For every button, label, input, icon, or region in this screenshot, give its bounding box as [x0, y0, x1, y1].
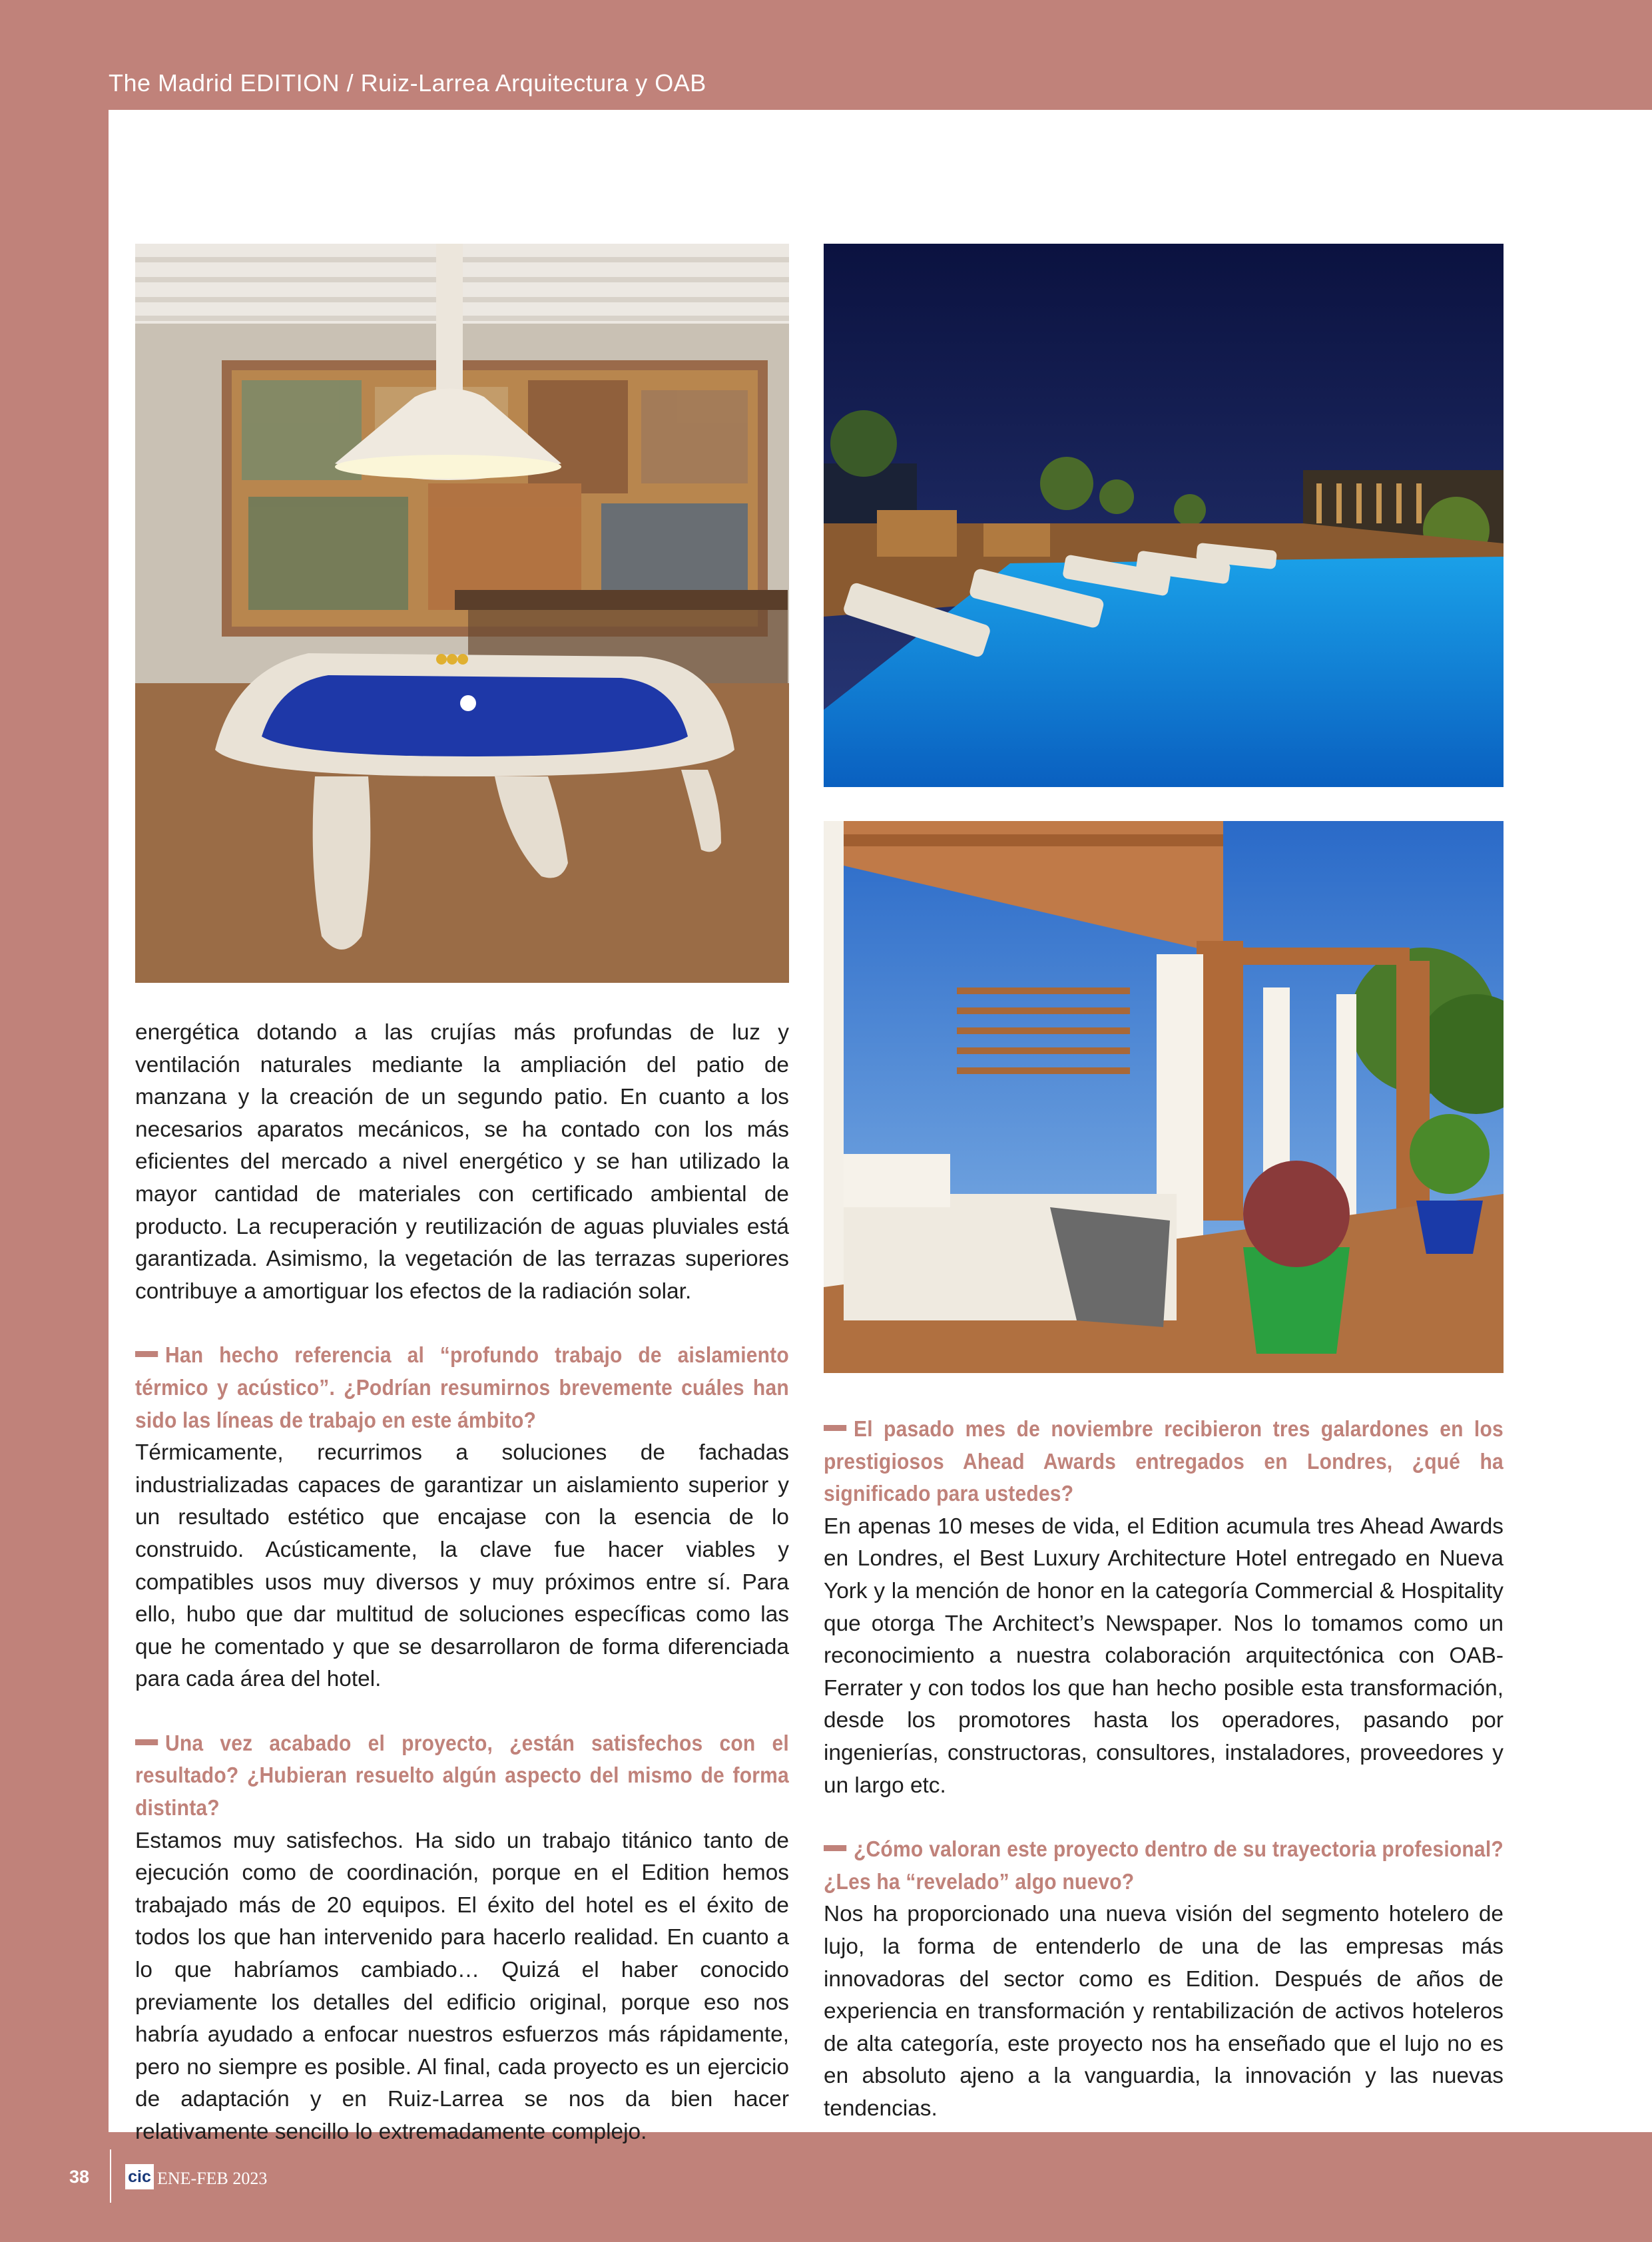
question-3: El pasado mes de noviembre recibieron tres galardones en los prestigiosos Ahead Awards entregados en Londres, ¿qué ha significado para ustedes?	[824, 1417, 1504, 1507]
page-content	[109, 110, 1652, 2144]
rooftop-pool-photo	[824, 244, 1504, 787]
running-header: The Madrid EDITION / Ruiz-Larrea Arquitectura y OAB	[109, 69, 706, 97]
answer-3: En apenas 10 meses de vida, el Edition acumula tres Ahead Awards en Londres, el Best Luxury Architecture Hotel entregado en Nueva York y la mención de honor en la categoría Commercial & Hospitality que otorga The Architect’s Newspaper. Nos lo tomamos como un reconocimiento a nuestra colaboración arquitectónica con OAB-Ferrater y con todos los que han hecho posible esta transformación, desde los promotores hasta los operadores, pasando por ingenierías, constructoras, consultores, instaladores, proveedores y un largo etc.	[824, 1514, 1504, 1798]
right-text-column	[824, 1414, 1504, 2125]
question-dash	[824, 1425, 846, 1431]
magazine-logo: cic	[125, 2164, 154, 2189]
left-text-column	[135, 1017, 789, 2149]
question-1: Han hecho referencia al “profundo trabajo de aislamiento térmico y acústico”. ¿Podrían resumirnos brevemente cuáles han sido las líneas de trabajo en este ámbito?	[135, 1343, 789, 1433]
billiard-room-photo	[135, 244, 789, 983]
answer-4: Nos ha proporcionado una nueva visión del segmento hotelero de lujo, la forma de entenderlo de una de las empresas más innovadoras del sector como es Edition. Después de años de experiencia en transformación y rentabilización de activos hoteleros de alta categoría, este proyecto nos ha enseñado que el lujo no es en absoluto ajeno a la vanguardia, la innovación y las nuevas tendencias.	[824, 1902, 1504, 2121]
question-dash	[135, 1351, 158, 1357]
question-2: Una vez acabado el proyecto, ¿están satisfechos con el resultado? ¿Hubieran resuelto algún aspecto del mismo de forma distinta?	[135, 1731, 789, 1821]
question-dash	[135, 1739, 158, 1745]
footer-divider	[110, 2149, 111, 2203]
page-number: 38	[69, 2167, 90, 2187]
question-dash	[824, 1845, 846, 1851]
answer-1: Térmicamente, recurrimos a soluciones de fachadas industrializadas capaces de garantizar un aislamiento superior y un resultado estético que encajase con la esencia de lo construido. Acústicamente, la clave fue hacer viables y compatibles usos muy diversos y muy próximos entre sí. Para ello, hubo que dar multitud de soluciones específicas como las que he comentado y que se desarrollaron de forma diferenciada para cada área del hotel.	[135, 1440, 789, 1692]
question-4: ¿Cómo valoran este proyecto dentro de su trayectoria profesional? ¿Les ha “revelado” algo nuevo?	[824, 1837, 1504, 1894]
issue-date: ENE-FEB 2023	[157, 2169, 268, 2188]
intro-paragraph: energética dotando a las crujías más profundas de luz y ventilación naturales mediante la ampliación del patio de manzana y la creación de un segundo patio. En cuanto a los necesarios aparatos mecánicos, se ha contado con los más eficientes del mercado a nivel energético y se han utilizado la mayor cantidad de materiales con certificado ambiental de producto. La recuperación y reutilización de aguas pluviales está garantizada. Asimismo, la vegetación de las terrazas superiores contribuye a amortiguar los efectos de la radiación solar.	[135, 1020, 789, 1304]
terrace-cabana-photo	[824, 821, 1504, 1373]
answer-2: Estamos muy satisfechos. Ha sido un trabajo titánico tanto de ejecución como de coordinación, porque en el Edition hemos trabajado más de 20 equipos. El éxito del hotel es el éxito de todos los que han intervenido para hacerlo realidad. En cuanto a lo que habríamos cambiado… Quizá el haber conocido previamente los detalles del edificio original, porque eso nos habría ayudado a enfocar nuestros esfuerzos más rápidamente, pero no siempre es posible. Al final, cada proyecto es un ejercicio de adaptación y en Ruiz-Larrea se nos da bien hacer relativamente sencillo lo extremadamente complejo.	[135, 1828, 789, 2144]
